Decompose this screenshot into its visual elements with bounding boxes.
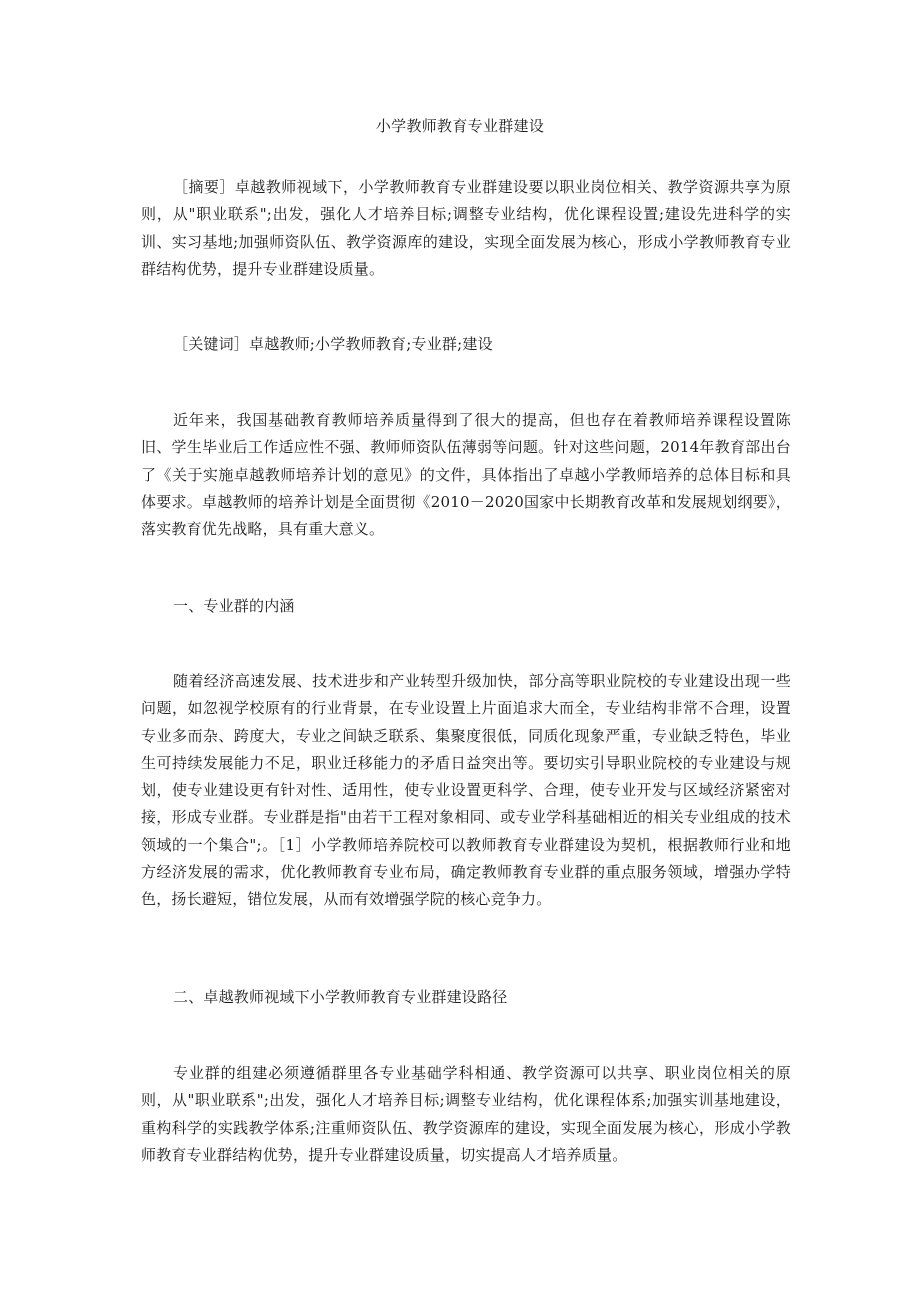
abstract-paragraph: ［摘要］卓越教师视域下，小学教师教育专业群建设要以职业岗位相关、教学资源共享为原则，从"职业联系";出发，强化人才培养目标;调整专业结构，优化课程设置;建设先进科学的实训、实习基地;加强师资队伍、教学资源库的建设，实现全面发展为核心，形成小学教师教育专业群结构优势，提升专业群建设质量。: [141, 178, 791, 278]
section-heading-2: 二、卓越教师视域下小学教师教育专业群建设路径: [173, 988, 508, 1006]
section-body-2: 专业群的组建必须遵循群里各专业基础学科相通、教学资源可以共享、职业岗位相关的原则，从"职业联系";出发，强化人才培养目标;调整专业结构，优化课程体系;加强实训基地建设，重构科学的实践教学体系;注重师资队伍、教学资源库的建设，实现全面发展为核心，形成小学教师教育专业群结构优势，提升专业群建设质量，切实提高人才培养质量。: [141, 1064, 791, 1164]
document-title: 小学教师教育专业群建设: [375, 117, 545, 135]
section-body-1: 随着经济高速发展、技术进步和产业转型升级加快，部分高等职业院校的专业建设出现一些问题，如忽视学校原有的行业背景，在专业设置上片面追求大而全，专业结构非常不合理，设置专业多而杂、跨度大，专业之间缺乏联系、集聚度很低，同质化现象严重，专业缺乏特色，毕业生可持续发展能力不足，职业迁移能力的矛盾日益突出等。要切实引导职业院校的专业建设与规划，使专业建设更有针对性、适用性，使专业设置更科学、合理，使专业开发与区域经济紧密对接，形成专业群。专业群是指"由若干工程对象相同、或专业学科基础相近的相关专业组成的技术领域的一个集合";。［1］小学教师培养院校可以教师教育专业群建设为契机，根据教师行业和地方经济发展的需求，优化教师教育专业布局，确定教师教育专业群的重点服务领域，增强办学特色，扬长避短，错位发展，从而有效增强学院的核心竞争力。: [141, 672, 791, 909]
keywords-paragraph: ［关键词］卓越教师;小学教师教育;专业群;建设: [173, 335, 493, 353]
intro-paragraph: 近年来，我国基础教育教师培养质量得到了很大的提高，但也存在着教师培养课程设置陈旧、学生毕业后工作适应性不强、教师师资队伍薄弱等问题。针对这些问题，2014年教育部出台了《关于实施卓越教师培养计划的意见》的文件，具体指出了卓越小学教师培养的总体目标和具体要求。卓越教师的培养计划是全面贯彻《2010－2020国家中长期教育改革和发展规划纲要》，落实教育优先战略，具有重大意义。: [141, 411, 791, 539]
section-heading-1: 一、专业群的内涵: [173, 597, 295, 615]
